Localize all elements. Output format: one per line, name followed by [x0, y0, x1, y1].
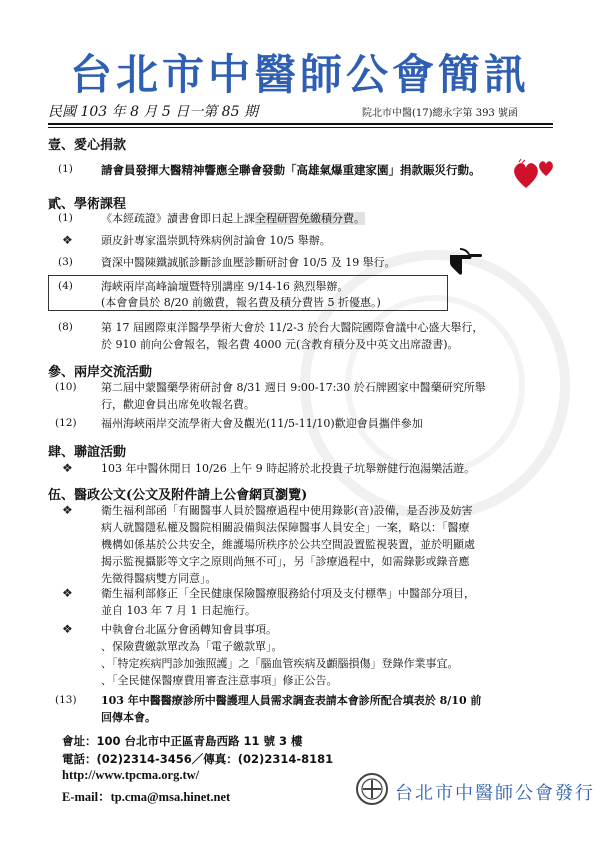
item-marker: (1) [58, 163, 73, 175]
policy-item-1-line3: 機構如係基於公共安全，維護場所秩序於公共空間設置監視裝置，並於明顯處 [101, 538, 475, 551]
document-number: 院北市中醫(17)總永字第 393 號函 [362, 108, 518, 119]
policy-item-1-line4: 揭示監視攝影等文字之原則尚無不可」，另「診療過程中，如需錄影或錄音應 [101, 555, 470, 568]
policy-item-1-line1: 衛生福利部函「有關醫事人員於醫療過程中使用錄影(音)設備，是否涉及妨害 [101, 504, 473, 517]
item-marker: (13) [55, 694, 77, 706]
item-marker: (12) [55, 417, 77, 429]
section-heading-5: 伍、醫政公文(公文及附件請上公會網頁瀏覽) [48, 488, 308, 503]
donation-item: 請會員發揮大醫精神響應全聯會發動「高雄氣爆重建家園」捐款賑災行動。 [101, 163, 481, 177]
survey-item-line2: 回傳本會。 [101, 711, 156, 724]
phone-line [62, 751, 333, 767]
address-label: 會址： [62, 734, 97, 748]
section-heading-2: 貳、學術課程 [48, 197, 127, 212]
item-marker: (1) [58, 212, 73, 224]
course-item-2: 頭皮針專家溫崇凱特殊病例討論會 10/5 舉辦。 [101, 234, 331, 247]
issue-line: 民國 103 年 8 月 5 日一第 85 期 [48, 104, 258, 120]
item-marker: (10) [55, 381, 77, 393]
item-marker: (3) [58, 256, 73, 268]
congress-item-line1: 第 17 屆國際東洋醫學學術大會於 11/2-3 於台大醫院國際會議中心盛大舉行， [101, 321, 484, 334]
policy-item-3-line3: 、「特定疾病門診加強照護」之「腦血管疾病及顱腦損傷」登錄作業事宜。 [101, 657, 459, 670]
email-line [62, 787, 230, 805]
course-item-1-highlight: 全程研習免繳積分費。 [255, 212, 365, 225]
policy-item-3-line2: 、保險費繳款單改為「電子繳款單」。 [101, 640, 283, 653]
hearts-icon [512, 158, 558, 192]
newsletter-title: 台北市中醫師公會簡訊 [69, 50, 530, 99]
exchange-item-2: 福州海峽兩岸交流學術大會及觀光(11/5-11/10)歡迎會員攜伴參加 [101, 417, 423, 430]
forum-item-line1: 海峽兩岸高峰論壇暨特別講座 9/14-16 熱烈舉辦。 [101, 280, 349, 293]
section-heading-3: 參、兩岸交流活動 [48, 365, 153, 380]
diamond-bullet-icon: ❖ [62, 461, 73, 475]
section-heading-4: 肆、聯誼活動 [48, 445, 127, 460]
survey-item-line1: 103 年中醫醫療診所中醫護理人員需求調查表請本會診所配合填表於 8/10 前 [101, 694, 482, 707]
address-value: 100 台北市中正區青島西路 11 號 3 樓 [96, 734, 303, 748]
policy-item-1-line5: 先徵得醫病雙方同意」。 [101, 572, 217, 585]
social-item: 103 年中醫休閒日 10/26 上午 9 時起將於北投貴子坑舉辦健行泡湯樂活遊。 [101, 462, 476, 475]
section-heading-1: 壹、愛心捐款 [48, 138, 127, 153]
item-marker: (4) [58, 280, 73, 292]
email-link[interactable]: tp.cma@msa.hinet.net [110, 790, 231, 804]
course-item-1 [101, 211, 365, 227]
header-rule [48, 123, 553, 125]
header-rule-thin [48, 127, 553, 128]
policy-item-2-line1: 衛生福利部修正「全民健康保險醫療服務給付項及支付標準」中醫部分項目， [101, 587, 475, 600]
website-link[interactable]: http://www.tpcma.org.tw/ [62, 768, 200, 782]
congress-item-line2: 於 910 前向公會報名，報名費 4000 元(含教育積分及中英文出席證書)。 [101, 338, 459, 351]
course-item-3: 資深中醫陳鐵誠脈診斷診血壓診斷研討會 10/5 及 19 舉行。 [101, 256, 396, 269]
phone-label: 電話： [62, 752, 97, 766]
diamond-bullet-icon: ❖ [62, 622, 73, 636]
course-item-1-text: 《本經疏證》讀書會即日起上課 [101, 212, 255, 225]
policy-item-3-line1: 中執會台北區分會函轉知會員事項。 [101, 623, 277, 636]
diamond-bullet-icon: ❖ [62, 233, 73, 247]
diamond-bullet-icon: ❖ [62, 503, 73, 517]
address-line [62, 733, 303, 749]
association-logo-icon [355, 772, 389, 806]
email-label: E-mail： [62, 790, 111, 804]
diamond-bullet-icon: ❖ [62, 586, 73, 600]
issuer-name: 台北市中醫師公會發行 [395, 783, 595, 804]
phone-value: (02)2314-3456／傳真：(02)2314-8181 [96, 752, 334, 766]
forum-item-line2: (本會會員於 8/20 前繳費，報名費及積分費皆 5 折優惠。) [101, 296, 381, 309]
policy-item-3-line4: 、「全民健保醫療費用審查注意事項」修正公告。 [101, 674, 338, 687]
policy-item-2-line2: 並自 103 年 7 月 1 日起施行。 [101, 604, 256, 617]
item-marker: (8) [58, 321, 73, 333]
exchange-item-line1: 第二屆中蒙醫藥學術研討會 8/31 週日 9:00-17:30 於石牌國家中醫藥研究所舉 [101, 381, 486, 394]
policy-item-1-line2: 病人就醫隱私權及醫院相關設備與法保障醫事人員安全」一案，略以：「醫療 [101, 521, 470, 534]
exchange-item-line2: 行，歡迎會員出席免收報名費。 [101, 398, 255, 411]
pointing-hand-icon [448, 245, 486, 277]
